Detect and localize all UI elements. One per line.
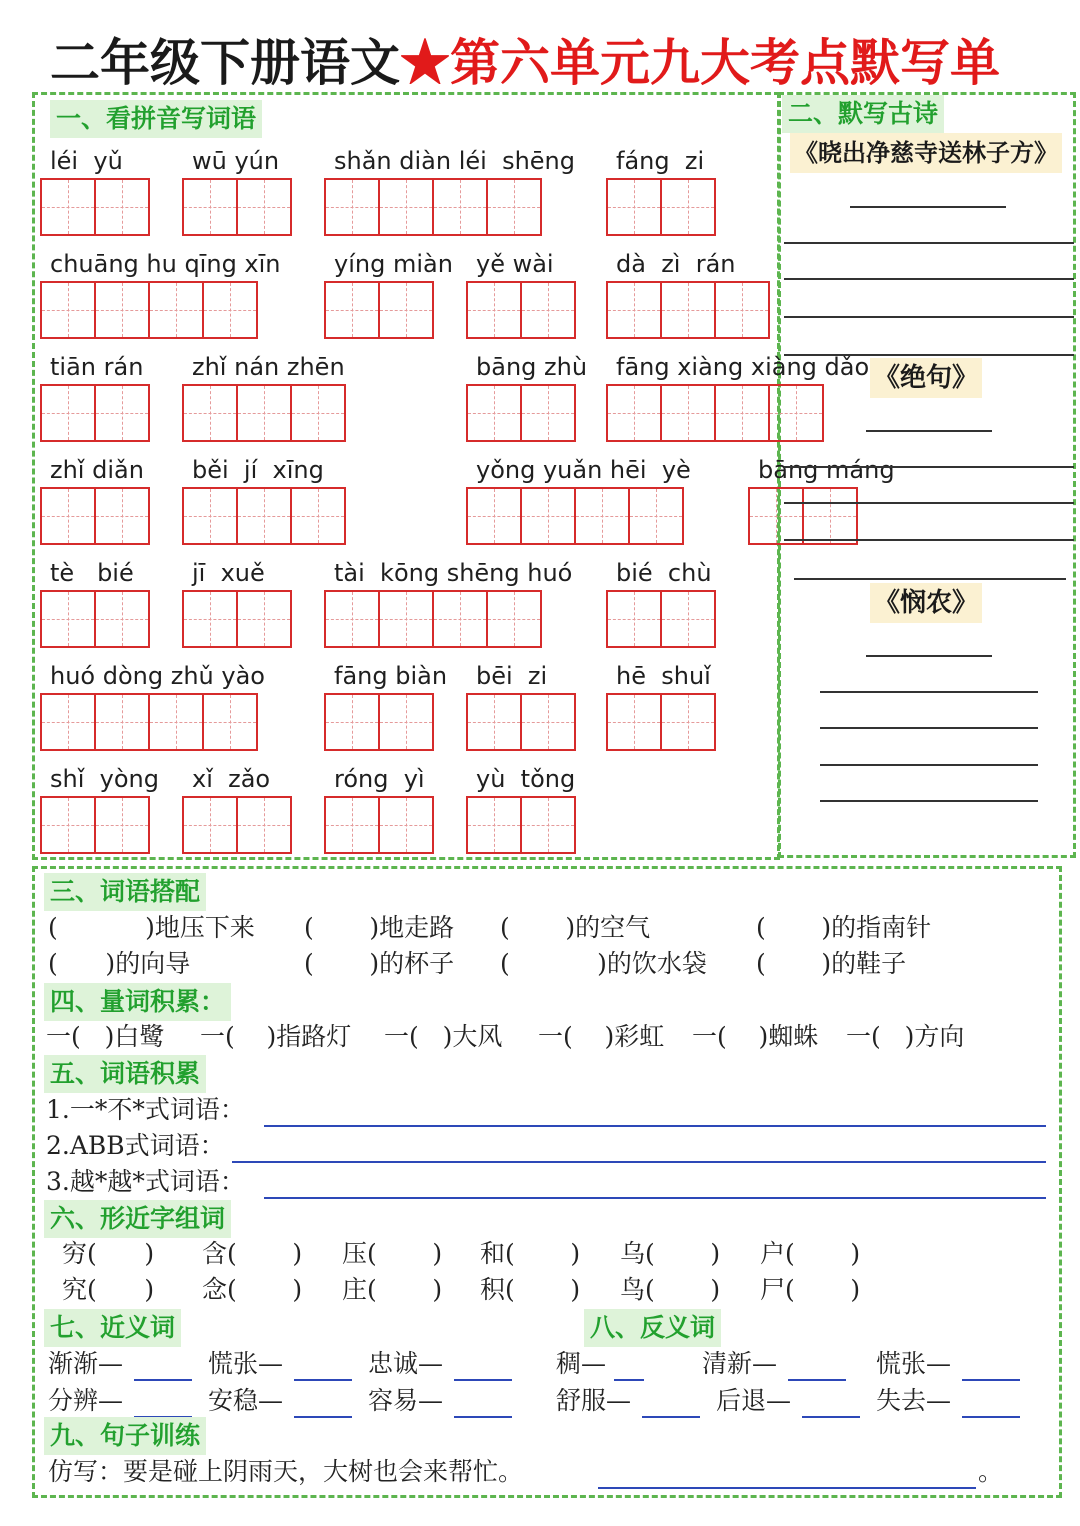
writing-cell[interactable] xyxy=(40,590,96,648)
writing-cell[interactable] xyxy=(660,693,716,751)
synonym-2-blank[interactable] xyxy=(294,1379,352,1381)
poem2-line-1[interactable] xyxy=(784,466,1074,468)
pinyin-label: róng yì xyxy=(334,765,425,793)
word-type-1-line[interactable] xyxy=(264,1125,1046,1127)
poem3-line-4[interactable] xyxy=(820,800,1038,802)
tianzi-grid xyxy=(748,487,858,545)
writing-cell[interactable] xyxy=(466,281,522,339)
match-2[interactable]: ( )地走路 xyxy=(304,913,455,942)
writing-cell[interactable] xyxy=(606,590,662,648)
word-type-1-label: 1.一*不*式词语： xyxy=(46,1095,245,1124)
poem1-line-2[interactable] xyxy=(784,278,1074,280)
tianzi-grid xyxy=(324,693,434,751)
section-2-heading: 二、默写古诗 xyxy=(782,95,944,133)
pinyin-label: huó dòng zhǔ yào xyxy=(50,662,265,690)
poem1-line-4[interactable] xyxy=(784,354,1074,356)
pinyin-label: hē shuǐ xyxy=(616,662,711,690)
section-9-heading: 九、句子训练 xyxy=(44,1417,206,1455)
similar-char-12[interactable]: 尸( ) xyxy=(760,1275,861,1304)
poem1-author-line[interactable] xyxy=(850,206,1006,208)
tianzi-grid xyxy=(40,693,258,751)
tianzi-grid xyxy=(466,487,684,545)
antonym-6: 失去— xyxy=(876,1386,952,1415)
writing-cell[interactable] xyxy=(378,693,434,751)
writing-cell[interactable] xyxy=(520,693,576,751)
writing-cell[interactable] xyxy=(182,487,238,545)
tianzi-grid xyxy=(324,178,542,236)
poem2-line-3[interactable] xyxy=(784,539,1074,541)
writing-cell[interactable] xyxy=(606,281,662,339)
writing-cell[interactable] xyxy=(290,487,346,545)
similar-char-10[interactable]: 积( ) xyxy=(480,1275,581,1304)
tianzi-grid xyxy=(324,590,542,648)
sentence-answer-line[interactable] xyxy=(598,1487,976,1489)
writing-cell[interactable] xyxy=(802,487,858,545)
writing-cell[interactable] xyxy=(466,796,522,854)
similar-char-8[interactable]: 念( ) xyxy=(202,1275,303,1304)
pinyin-label: yíng miàn xyxy=(334,250,453,278)
similar-char-4[interactable]: 和( ) xyxy=(480,1239,581,1268)
poem1-line-1[interactable] xyxy=(784,242,1074,244)
pinyin-label: bāng máng xyxy=(758,456,895,484)
writing-cell[interactable] xyxy=(182,796,238,854)
pinyin-label: zhǐ diǎn xyxy=(50,456,144,484)
measure-word-5[interactable]: 一( )蜘蛛 xyxy=(692,1022,819,1051)
writing-cell[interactable] xyxy=(94,693,150,751)
antonym-3-blank[interactable] xyxy=(962,1379,1020,1381)
antonym-2-blank[interactable] xyxy=(788,1379,846,1381)
writing-cell[interactable] xyxy=(290,384,346,442)
section-7-heading: 七、近义词 xyxy=(44,1309,181,1347)
synonym-5: 安稳— xyxy=(208,1386,284,1415)
writing-cell[interactable] xyxy=(182,590,238,648)
similar-char-5[interactable]: 乌( ) xyxy=(620,1239,721,1268)
title-unit: 第六单元九大考点默写单 xyxy=(450,33,1000,92)
pinyin-label: xǐ zǎo xyxy=(192,765,271,793)
writing-cell[interactable] xyxy=(148,281,204,339)
pinyin-label: fáng zi xyxy=(616,147,705,175)
star-icon: ★ xyxy=(400,33,450,92)
tianzi-grid xyxy=(40,178,150,236)
writing-cell[interactable] xyxy=(378,178,434,236)
antonym-5: 后退— xyxy=(716,1386,792,1415)
writing-cell[interactable] xyxy=(714,281,770,339)
section-5-heading: 五、词语积累 xyxy=(44,1055,206,1093)
antonym-2: 清新— xyxy=(702,1349,778,1378)
synonym-3: 忠诚— xyxy=(368,1349,444,1378)
measure-word-3[interactable]: 一( )大风 xyxy=(384,1022,503,1051)
writing-cell[interactable] xyxy=(324,693,380,751)
writing-cell[interactable] xyxy=(520,384,576,442)
tianzi-grid xyxy=(606,384,824,442)
poem-title-2: 《绝句》 xyxy=(870,358,982,398)
pinyin-label: shǎn diàn léi shēng xyxy=(334,147,575,175)
poem3-line-3[interactable] xyxy=(820,764,1038,766)
word-type-2-label: 2.ABB式词语： xyxy=(46,1131,225,1160)
writing-cell[interactable] xyxy=(94,384,150,442)
writing-cell[interactable] xyxy=(202,693,258,751)
tianzi-grid xyxy=(466,796,576,854)
synonym-6-blank[interactable] xyxy=(454,1416,512,1418)
writing-cell[interactable] xyxy=(236,178,292,236)
tianzi-grid xyxy=(606,693,716,751)
writing-cell[interactable] xyxy=(40,281,96,339)
tianzi-grid xyxy=(324,281,434,339)
poem2-line-2[interactable] xyxy=(784,502,1074,504)
match-1[interactable]: ( )地压下来 xyxy=(48,913,255,942)
pinyin-label: dà zì rán xyxy=(616,250,736,278)
writing-cell[interactable] xyxy=(40,693,96,751)
writing-cell[interactable] xyxy=(182,178,238,236)
pinyin-label: zhǐ nán zhēn xyxy=(192,353,345,381)
synonym-2: 慌张— xyxy=(208,1349,284,1378)
writing-cell[interactable] xyxy=(768,384,824,442)
writing-cell[interactable] xyxy=(486,590,542,648)
writing-cell[interactable] xyxy=(660,281,716,339)
writing-cell[interactable] xyxy=(660,384,716,442)
poem3-line-1[interactable] xyxy=(820,691,1038,693)
synonym-5-blank[interactable] xyxy=(294,1416,352,1418)
antonym-1-blank[interactable] xyxy=(614,1379,644,1381)
pinyin-label: fāng xiàng xiàng dǎo xyxy=(616,353,870,381)
writing-cell[interactable] xyxy=(378,590,434,648)
writing-cell[interactable] xyxy=(94,487,150,545)
similar-char-9[interactable]: 庄( ) xyxy=(342,1275,443,1304)
pinyin-label: shǐ yòng xyxy=(50,765,159,793)
writing-cell[interactable] xyxy=(94,796,150,854)
writing-cell[interactable] xyxy=(236,590,292,648)
pinyin-label: jī xuě xyxy=(192,559,265,587)
measure-word-1[interactable]: 一( )白鹭 xyxy=(46,1022,165,1051)
pinyin-label: yě wài xyxy=(476,250,554,278)
synonym-4: 分辨— xyxy=(48,1386,124,1415)
tianzi-grid xyxy=(466,384,576,442)
writing-cell[interactable] xyxy=(748,487,804,545)
tianzi-grid xyxy=(40,590,150,648)
pinyin-label: chuāng hu qīng xīn xyxy=(50,250,281,278)
writing-cell[interactable] xyxy=(94,590,150,648)
writing-cell[interactable] xyxy=(378,281,434,339)
match-8[interactable]: ( )的鞋子 xyxy=(756,949,907,978)
tianzi-grid xyxy=(40,281,258,339)
match-3[interactable]: ( )的空气 xyxy=(500,913,651,942)
tianzi-grid xyxy=(40,384,150,442)
similar-char-6[interactable]: 户( ) xyxy=(760,1239,861,1268)
writing-cell[interactable] xyxy=(466,384,522,442)
similar-char-2[interactable]: 含( ) xyxy=(202,1239,303,1268)
poem2-author-line[interactable] xyxy=(866,430,992,432)
tianzi-grid xyxy=(182,487,346,545)
writing-cell[interactable] xyxy=(40,796,96,854)
pinyin-label: yǒng yuǎn hēi yè xyxy=(476,456,691,484)
writing-cell[interactable] xyxy=(628,487,684,545)
measure-word-4[interactable]: 一( )彩虹 xyxy=(538,1022,665,1051)
poem3-author-line[interactable] xyxy=(866,655,992,657)
writing-cell[interactable] xyxy=(714,384,770,442)
tianzi-grid xyxy=(182,178,292,236)
similar-char-11[interactable]: 鸟( ) xyxy=(620,1275,721,1304)
antonym-6-blank[interactable] xyxy=(962,1416,1020,1418)
pinyin-label: bié chù xyxy=(616,559,712,587)
tianzi-grid xyxy=(40,796,150,854)
writing-cell[interactable] xyxy=(606,384,662,442)
pinyin-label: bāng zhù xyxy=(476,353,588,381)
tianzi-grid xyxy=(182,384,346,442)
match-6[interactable]: ( )的杯子 xyxy=(304,949,455,978)
tianzi-grid xyxy=(466,693,576,751)
writing-cell[interactable] xyxy=(520,487,576,545)
antonym-5-blank[interactable] xyxy=(802,1416,860,1418)
synonym-6: 容易— xyxy=(368,1386,444,1415)
poem3-line-2[interactable] xyxy=(820,727,1038,729)
writing-cell[interactable] xyxy=(94,281,150,339)
word-type-2-line[interactable] xyxy=(232,1161,1046,1163)
writing-cell[interactable] xyxy=(94,178,150,236)
tianzi-grid xyxy=(40,487,150,545)
writing-cell[interactable] xyxy=(324,281,380,339)
pinyin-label: tài kōng shēng huó xyxy=(334,559,573,587)
poem1-line-3[interactable] xyxy=(784,316,1074,318)
match-7[interactable]: ( )的饮水袋 xyxy=(500,949,707,978)
pinyin-label: fāng biàn xyxy=(334,662,448,690)
writing-cell[interactable] xyxy=(432,590,488,648)
synonym-1: 渐渐— xyxy=(48,1349,124,1378)
writing-cell[interactable] xyxy=(466,487,522,545)
antonym-1: 稠— xyxy=(556,1349,607,1378)
writing-cell[interactable] xyxy=(182,384,238,442)
tianzi-grid xyxy=(324,796,434,854)
tianzi-grid xyxy=(606,590,716,648)
poem2-line-4[interactable] xyxy=(794,578,1066,580)
writing-cell[interactable] xyxy=(202,281,258,339)
writing-cell[interactable] xyxy=(660,590,716,648)
match-4[interactable]: ( )的指南针 xyxy=(756,913,932,942)
pinyin-label: yù tǒng xyxy=(476,765,576,793)
tianzi-grid xyxy=(182,590,292,648)
tianzi-grid xyxy=(466,281,576,339)
section-1-heading: 一、看拼音写词语 xyxy=(50,100,262,138)
tianzi-grid xyxy=(606,178,716,236)
poem-title-1: 《晓出净慈寺送林子方》 xyxy=(790,133,1062,173)
writing-cell[interactable] xyxy=(324,796,380,854)
writing-cell[interactable] xyxy=(660,178,716,236)
sentence-end-mark: 。 xyxy=(978,1457,1004,1486)
similar-char-3[interactable]: 压( ) xyxy=(342,1239,443,1268)
section-8-heading: 八、反义词 xyxy=(584,1309,721,1347)
writing-cell[interactable] xyxy=(486,178,542,236)
pinyin-label: bēi zi xyxy=(476,662,548,690)
tianzi-grid xyxy=(606,281,770,339)
tianzi-grid xyxy=(182,796,292,854)
writing-cell[interactable] xyxy=(40,384,96,442)
similar-char-1[interactable]: 穷( ) xyxy=(62,1239,155,1268)
writing-cell[interactable] xyxy=(324,178,380,236)
section-4-heading: 四、量词积累： xyxy=(44,983,231,1021)
section-3-heading: 三、词语搭配 xyxy=(44,873,206,911)
writing-cell[interactable] xyxy=(236,487,292,545)
synonym-1-blank[interactable] xyxy=(134,1379,192,1381)
writing-cell[interactable] xyxy=(236,796,292,854)
page-title xyxy=(50,30,1050,96)
measure-word-2[interactable]: 一( )指路灯 xyxy=(200,1022,352,1051)
writing-cell[interactable] xyxy=(520,281,576,339)
writing-cell[interactable] xyxy=(40,487,96,545)
writing-cell[interactable] xyxy=(432,178,488,236)
writing-cell[interactable] xyxy=(520,796,576,854)
synonym-3-blank[interactable] xyxy=(454,1379,512,1381)
pinyin-label: wū yún xyxy=(192,147,280,175)
poem-title-3: 《悯农》 xyxy=(870,583,982,623)
sentence-prompt: 仿写：要是碰上阴雨天，大树也会来帮忙。 xyxy=(48,1457,524,1486)
writing-cell[interactable] xyxy=(148,693,204,751)
writing-cell[interactable] xyxy=(378,796,434,854)
writing-cell[interactable] xyxy=(574,487,630,545)
word-type-3-label: 3.越*越*式词语： xyxy=(46,1167,245,1196)
match-5[interactable]: ( )的向导 xyxy=(48,949,191,978)
antonym-4: 舒服— xyxy=(556,1386,632,1415)
pinyin-label: tè bié xyxy=(50,559,134,587)
word-type-3-line[interactable] xyxy=(264,1197,1046,1199)
pinyin-label: tiān rán xyxy=(50,353,144,381)
antonym-4-blank[interactable] xyxy=(642,1416,700,1418)
writing-cell[interactable] xyxy=(606,693,662,751)
similar-char-7[interactable]: 究( ) xyxy=(62,1275,155,1304)
title-grade: 二年级下册语文 xyxy=(50,33,400,92)
writing-cell[interactable] xyxy=(40,178,96,236)
section-6-heading: 六、形近字组词 xyxy=(44,1200,231,1238)
writing-cell[interactable] xyxy=(236,384,292,442)
measure-word-6[interactable]: 一( )方向 xyxy=(846,1022,965,1051)
pinyin-label: léi yǔ xyxy=(50,147,123,175)
writing-cell[interactable] xyxy=(324,590,380,648)
pinyin-label: běi jí xīng xyxy=(192,456,324,484)
writing-cell[interactable] xyxy=(606,178,662,236)
writing-cell[interactable] xyxy=(466,693,522,751)
antonym-3: 慌张— xyxy=(876,1349,952,1378)
